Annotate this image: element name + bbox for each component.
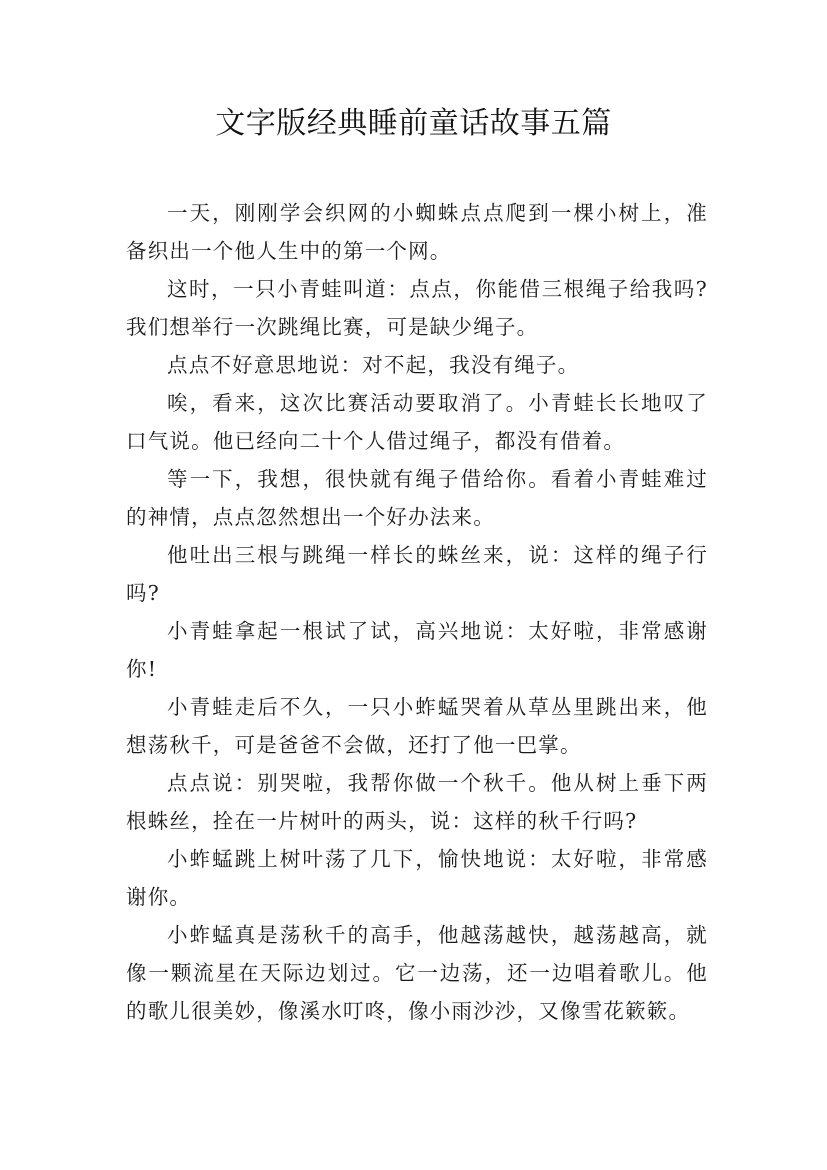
paragraph-9: 点点说：别哭啦，我帮你做一个秋千。他从树上垂下两根蛛丝，拴在一片树叶的两头，说：这样的秋千行吗? <box>126 771 708 833</box>
document-body <box>126 194 708 1030</box>
paragraph-3: 点点不好意思地说：对不起，我没有绳子。 <box>167 353 580 377</box>
paragraph-1: 一天，刚刚学会织网的小蜘蛛点点爬到一棵小树上，准备织出一个他人生中的第一个网。 <box>126 201 708 263</box>
paragraph-7: 小青蛙拿起一根试了试，高兴地说：太好啦，非常感谢你! <box>126 619 708 681</box>
document-title: 文字版经典睡前童话故事五篇 <box>215 106 612 141</box>
paragraph-11: 小蚱蜢真是荡秋千的高手，他越荡越快，越荡越高，就像一颗流星在天际边划过。它一边荡，还一边唱着歌儿。他的歌儿很美妙，像溪水叮咚，像小雨沙沙，又像雪花簌簌。 <box>126 923 708 1023</box>
paragraph-6: 他吐出三根与跳绳一样长的蛛丝来，说：这样的绳子行吗? <box>126 543 708 605</box>
paragraph-5: 等一下，我想，很快就有绳子借给你。看着小青蛙难过的神情，点点忽然想出一个好办法来。 <box>126 467 708 529</box>
paragraph-10: 小蚱蜢跳上树叶荡了几下，愉快地说：太好啦，非常感谢你。 <box>126 847 708 909</box>
paragraph-4: 唉，看来，这次比赛活动要取消了。小青蛙长长地叹了口气说。他已经向二十个人借过绳子，都没有借着。 <box>126 391 708 453</box>
paragraph-8: 小青蛙走后不久，一只小蚱蜢哭着从草丛里跳出来，他想荡秋千，可是爸爸不会做，还打了他一巴掌。 <box>126 695 708 757</box>
paragraph-2: 这时，一只小青蛙叫道：点点，你能借三根绳子给我吗?我们想举行一次跳绳比赛，可是缺少绳子。 <box>126 277 708 339</box>
